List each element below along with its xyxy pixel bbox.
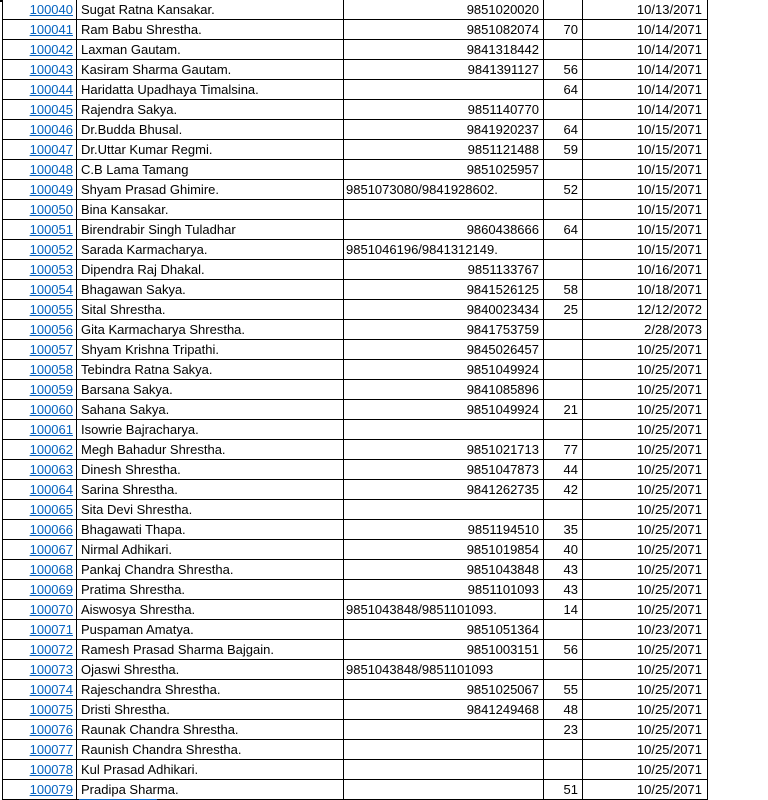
- id-cell: [3, 300, 77, 319]
- table-row: [3, 140, 708, 160]
- age-cell[interactable]: [544, 0, 583, 19]
- phone-cell[interactable]: 9851101093: [344, 580, 544, 599]
- date-cell[interactable]: 10/13/2071: [583, 0, 708, 19]
- age-cell[interactable]: 70: [544, 20, 583, 39]
- date-cell[interactable]: 10/25/2071: [583, 340, 708, 359]
- record-id-link[interactable]: 100072: [29, 642, 73, 657]
- id-cell: [3, 200, 77, 219]
- record-id-link[interactable]: 100077: [29, 742, 73, 757]
- table-row: [3, 40, 708, 60]
- phone-cell[interactable]: 9851073080/9841928602.: [344, 180, 544, 199]
- date-cell[interactable]: 10/25/2071: [583, 540, 708, 559]
- id-cell: [3, 580, 77, 599]
- name-cell[interactable]: Sarada Karmacharya.: [77, 240, 344, 259]
- table-row: [3, 220, 708, 240]
- phone-cell[interactable]: [344, 760, 544, 779]
- phone-cell[interactable]: 9841262735: [344, 480, 544, 499]
- table-row: [3, 440, 708, 460]
- name-cell[interactable]: Pankaj Chandra Shrestha.: [77, 560, 344, 579]
- age-cell[interactable]: 25: [544, 300, 583, 319]
- table-row: [3, 80, 708, 100]
- record-id-link[interactable]: 100049: [29, 182, 73, 197]
- age-cell[interactable]: 64: [544, 80, 583, 99]
- date-cell[interactable]: 10/15/2071: [583, 140, 708, 159]
- record-id-link[interactable]: 100069: [29, 582, 73, 597]
- phone-cell[interactable]: 9851194510: [344, 520, 544, 539]
- record-id-link[interactable]: 100078: [29, 762, 73, 777]
- date-cell[interactable]: 10/25/2071: [583, 400, 708, 419]
- date-cell[interactable]: 10/25/2071: [583, 640, 708, 659]
- phone-cell[interactable]: 9851025067: [344, 680, 544, 699]
- id-cell: [3, 640, 77, 659]
- table-row: [3, 0, 708, 20]
- id-cell: [3, 680, 77, 699]
- age-cell[interactable]: 48: [544, 700, 583, 719]
- age-cell[interactable]: [544, 40, 583, 59]
- id-cell: [3, 480, 77, 499]
- id-cell: [3, 780, 77, 799]
- record-id-link[interactable]: 100060: [29, 402, 73, 417]
- age-cell[interactable]: 56: [544, 640, 583, 659]
- record-id-link[interactable]: 100042: [29, 42, 73, 57]
- id-cell: [3, 60, 77, 79]
- age-cell[interactable]: [544, 740, 583, 759]
- name-cell[interactable]: Bhagawan Sakya.: [77, 280, 344, 299]
- phone-cell[interactable]: 9841391127: [344, 60, 544, 79]
- age-cell[interactable]: 40: [544, 540, 583, 559]
- record-id-link[interactable]: 100067: [29, 542, 73, 557]
- age-cell[interactable]: [544, 320, 583, 339]
- id-cell: [3, 360, 77, 379]
- age-cell[interactable]: 55: [544, 680, 583, 699]
- age-cell[interactable]: 35: [544, 520, 583, 539]
- date-cell[interactable]: 10/15/2071: [583, 180, 708, 199]
- name-cell[interactable]: Dipendra Raj Dhakal.: [77, 260, 344, 279]
- phone-cell[interactable]: 9851020020: [344, 0, 544, 19]
- id-cell: [3, 460, 77, 479]
- id-cell: [3, 520, 77, 539]
- name-cell[interactable]: Nirmal Adhikari.: [77, 540, 344, 559]
- record-id-link[interactable]: 100050: [29, 202, 73, 217]
- phone-cell[interactable]: 9851043848/9851101093: [344, 660, 544, 679]
- table-row: [3, 100, 708, 120]
- table-row: [3, 420, 708, 440]
- date-cell[interactable]: 10/25/2071: [583, 780, 708, 799]
- name-cell[interactable]: Ramesh Prasad Sharma Bajgain.: [77, 640, 344, 659]
- record-id-link[interactable]: 100043: [29, 62, 73, 77]
- table-row: [3, 360, 708, 380]
- phone-cell[interactable]: 9851019854: [344, 540, 544, 559]
- record-id-link[interactable]: 100058: [29, 362, 73, 377]
- records-table: [2, 0, 708, 800]
- record-id-link[interactable]: 100075: [29, 702, 73, 717]
- phone-cell[interactable]: [344, 200, 544, 219]
- id-cell: [3, 120, 77, 139]
- phone-cell[interactable]: 9851021713: [344, 440, 544, 459]
- table-row: [3, 780, 708, 800]
- date-cell[interactable]: 10/25/2071: [583, 360, 708, 379]
- date-cell[interactable]: 10/15/2071: [583, 220, 708, 239]
- record-id-link[interactable]: 100071: [29, 622, 73, 637]
- id-cell: [3, 0, 77, 19]
- id-cell: [3, 80, 77, 99]
- phone-cell[interactable]: 9851121488: [344, 140, 544, 159]
- age-cell[interactable]: [544, 340, 583, 359]
- date-cell[interactable]: 10/25/2071: [583, 600, 708, 619]
- phone-cell[interactable]: [344, 80, 544, 99]
- record-id-link[interactable]: 100053: [29, 262, 73, 277]
- name-cell[interactable]: Gita Karmacharya Shrestha.: [77, 320, 344, 339]
- name-cell[interactable]: Ojaswi Shrestha.: [77, 660, 344, 679]
- age-cell[interactable]: [544, 500, 583, 519]
- name-cell[interactable]: Isowrie Bajracharya.: [77, 420, 344, 439]
- table-row: [3, 640, 708, 660]
- id-cell: [3, 100, 77, 119]
- table-row: [3, 300, 708, 320]
- age-cell[interactable]: [544, 200, 583, 219]
- phone-cell[interactable]: 9851082074: [344, 20, 544, 39]
- table-row: [3, 760, 708, 780]
- date-cell[interactable]: 10/25/2071: [583, 740, 708, 759]
- name-cell[interactable]: Sugat Ratna Kansakar.: [77, 0, 344, 19]
- phone-cell[interactable]: [344, 720, 544, 739]
- date-cell[interactable]: 10/15/2071: [583, 200, 708, 219]
- age-cell[interactable]: [544, 360, 583, 379]
- record-id-link[interactable]: 100054: [29, 282, 73, 297]
- id-cell: [3, 220, 77, 239]
- age-cell[interactable]: [544, 760, 583, 779]
- name-cell[interactable]: Laxman Gautam.: [77, 40, 344, 59]
- name-cell[interactable]: Sarina Shrestha.: [77, 480, 344, 499]
- name-cell[interactable]: Puspaman Amatya.: [77, 620, 344, 639]
- record-id-link[interactable]: 100059: [29, 382, 73, 397]
- table-row: [3, 480, 708, 500]
- table-row: [3, 240, 708, 260]
- phone-cell[interactable]: 9845026457: [344, 340, 544, 359]
- name-cell[interactable]: Aiswosya Shrestha.: [77, 600, 344, 619]
- id-cell: [3, 420, 77, 439]
- name-cell[interactable]: Pratima Shrestha.: [77, 580, 344, 599]
- table-row: [3, 580, 708, 600]
- name-cell[interactable]: Dinesh Shrestha.: [77, 460, 344, 479]
- age-cell[interactable]: 59: [544, 140, 583, 159]
- date-cell[interactable]: 10/15/2071: [583, 240, 708, 259]
- table-row: [3, 200, 708, 220]
- date-cell[interactable]: 10/14/2071: [583, 100, 708, 119]
- date-cell[interactable]: 10/25/2071: [583, 420, 708, 439]
- id-cell: [3, 500, 77, 519]
- date-cell[interactable]: 10/25/2071: [583, 500, 708, 519]
- record-id-link[interactable]: 100045: [29, 102, 73, 117]
- age-cell[interactable]: 64: [544, 220, 583, 239]
- record-id-link[interactable]: 100065: [29, 502, 73, 517]
- name-cell[interactable]: Rajendra Sakya.: [77, 100, 344, 119]
- id-cell: [3, 20, 77, 39]
- date-cell[interactable]: 10/25/2071: [583, 700, 708, 719]
- age-cell[interactable]: 21: [544, 400, 583, 419]
- id-cell: [3, 620, 77, 639]
- age-cell[interactable]: [544, 420, 583, 439]
- table-row: [3, 620, 708, 640]
- date-cell[interactable]: 10/16/2071: [583, 260, 708, 279]
- name-cell[interactable]: Pradipa Sharma.: [77, 780, 344, 799]
- id-cell: [3, 600, 77, 619]
- record-id-link[interactable]: 100066: [29, 522, 73, 537]
- age-cell[interactable]: 43: [544, 580, 583, 599]
- id-cell: [3, 40, 77, 59]
- id-cell: [3, 700, 77, 719]
- name-cell[interactable]: Birendrabir Singh Tuladhar: [77, 220, 344, 239]
- table-row: [3, 700, 708, 720]
- phone-cell[interactable]: [344, 780, 544, 799]
- date-cell[interactable]: 10/25/2071: [583, 520, 708, 539]
- record-id-link[interactable]: 100044: [29, 82, 73, 97]
- table-row: [3, 520, 708, 540]
- record-id-link[interactable]: 100079: [29, 782, 73, 797]
- name-cell[interactable]: Bhagawati Thapa.: [77, 520, 344, 539]
- phone-cell[interactable]: 9851049924: [344, 400, 544, 419]
- record-id-link[interactable]: 100070: [29, 602, 73, 617]
- id-cell: [3, 660, 77, 679]
- name-cell[interactable]: Rajeschandra Shrestha.: [77, 680, 344, 699]
- table-row: [3, 460, 708, 480]
- phone-cell[interactable]: 9840023434: [344, 300, 544, 319]
- id-cell: [3, 720, 77, 739]
- record-id-link[interactable]: 100074: [29, 682, 73, 697]
- name-cell[interactable]: Raunak Chandra Shrestha.: [77, 720, 344, 739]
- phone-cell[interactable]: 9851046196/9841312149.: [344, 240, 544, 259]
- age-cell[interactable]: [544, 660, 583, 679]
- name-cell[interactable]: Shyam Prasad Ghimire.: [77, 180, 344, 199]
- age-cell[interactable]: 51: [544, 780, 583, 799]
- record-id-link[interactable]: 100068: [29, 562, 73, 577]
- phone-cell[interactable]: 9851043848/9851101093.: [344, 600, 544, 619]
- table-row: [3, 180, 708, 200]
- age-cell[interactable]: 64: [544, 120, 583, 139]
- age-cell[interactable]: 14: [544, 600, 583, 619]
- id-cell: [3, 540, 77, 559]
- phone-cell[interactable]: 9841318442: [344, 40, 544, 59]
- name-cell[interactable]: Shyam Krishna Tripathi.: [77, 340, 344, 359]
- date-cell[interactable]: 10/25/2071: [583, 440, 708, 459]
- date-cell[interactable]: 10/25/2071: [583, 460, 708, 479]
- record-id-link[interactable]: 100041: [29, 22, 73, 37]
- age-cell[interactable]: [544, 100, 583, 119]
- age-cell[interactable]: 52: [544, 180, 583, 199]
- id-cell: [3, 240, 77, 259]
- phone-cell[interactable]: [344, 420, 544, 439]
- id-cell: [3, 380, 77, 399]
- table-row: [3, 540, 708, 560]
- date-cell[interactable]: 10/25/2071: [583, 760, 708, 779]
- date-cell[interactable]: 10/25/2071: [583, 660, 708, 679]
- table-row: [3, 60, 708, 80]
- phone-cell[interactable]: 9851043848: [344, 560, 544, 579]
- age-cell[interactable]: 23: [544, 720, 583, 739]
- phone-cell[interactable]: 9851047873: [344, 460, 544, 479]
- date-cell[interactable]: 10/25/2071: [583, 480, 708, 499]
- id-cell: [3, 260, 77, 279]
- name-cell[interactable]: Ram Babu Shrestha.: [77, 20, 344, 39]
- phone-cell[interactable]: 9841526125: [344, 280, 544, 299]
- record-id-link[interactable]: 100056: [29, 322, 73, 337]
- name-cell[interactable]: C.B Lama Tamang: [77, 160, 344, 179]
- name-cell[interactable]: Megh Bahadur Shrestha.: [77, 440, 344, 459]
- phone-cell[interactable]: 9851049924: [344, 360, 544, 379]
- name-cell[interactable]: Sahana Sakya.: [77, 400, 344, 419]
- date-cell[interactable]: 10/25/2071: [583, 680, 708, 699]
- table-row: [3, 280, 708, 300]
- age-cell[interactable]: 43: [544, 560, 583, 579]
- table-row: [3, 400, 708, 420]
- id-cell: [3, 180, 77, 199]
- table-row: [3, 680, 708, 700]
- id-cell: [3, 560, 77, 579]
- date-cell[interactable]: 2/28/2073: [583, 320, 708, 339]
- phone-cell[interactable]: 9851003151: [344, 640, 544, 659]
- date-cell[interactable]: 10/18/2071: [583, 280, 708, 299]
- table-row: [3, 660, 708, 680]
- age-cell[interactable]: 42: [544, 480, 583, 499]
- phone-cell[interactable]: 9841753759: [344, 320, 544, 339]
- name-cell[interactable]: Kul Prasad Adhikari.: [77, 760, 344, 779]
- id-cell: [3, 400, 77, 419]
- table-row: [3, 20, 708, 40]
- id-cell: [3, 740, 77, 759]
- id-cell: [3, 160, 77, 179]
- table-row: [3, 740, 708, 760]
- record-id-link[interactable]: 100064: [29, 482, 73, 497]
- date-cell[interactable]: 10/25/2071: [583, 560, 708, 579]
- age-cell[interactable]: [544, 620, 583, 639]
- name-cell[interactable]: Tebindra Ratna Sakya.: [77, 360, 344, 379]
- name-cell[interactable]: Haridatta Upadhaya Timalsina.: [77, 80, 344, 99]
- id-cell: [3, 340, 77, 359]
- age-cell[interactable]: [544, 260, 583, 279]
- table-row: [3, 340, 708, 360]
- date-cell[interactable]: 10/15/2071: [583, 160, 708, 179]
- record-id-link[interactable]: 100073: [29, 662, 73, 677]
- record-id-link[interactable]: 100061: [29, 422, 73, 437]
- name-cell[interactable]: Dristi Shrestha.: [77, 700, 344, 719]
- phone-cell[interactable]: 9860438666: [344, 220, 544, 239]
- date-cell[interactable]: 10/23/2071: [583, 620, 708, 639]
- date-cell[interactable]: 10/14/2071: [583, 20, 708, 39]
- table-row: [3, 560, 708, 580]
- name-cell[interactable]: Dr.Budda Bhusal.: [77, 120, 344, 139]
- phone-cell[interactable]: 9841249468: [344, 700, 544, 719]
- table-row: [3, 160, 708, 180]
- age-cell[interactable]: [544, 240, 583, 259]
- record-id-link[interactable]: 100076: [29, 722, 73, 737]
- phone-cell[interactable]: 9851140770: [344, 100, 544, 119]
- phone-cell[interactable]: [344, 500, 544, 519]
- table-row: [3, 600, 708, 620]
- table-row: [3, 260, 708, 280]
- age-cell[interactable]: 58: [544, 280, 583, 299]
- table-row: [3, 380, 708, 400]
- date-cell[interactable]: 10/25/2071: [583, 380, 708, 399]
- name-cell[interactable]: Kasiram Sharma Gautam.: [77, 60, 344, 79]
- name-cell[interactable]: Dr.Uttar Kumar Regmi.: [77, 140, 344, 159]
- age-cell[interactable]: 44: [544, 460, 583, 479]
- phone-cell[interactable]: 9841085896: [344, 380, 544, 399]
- phone-cell[interactable]: 9841920237: [344, 120, 544, 139]
- record-id-link[interactable]: 100040: [29, 2, 73, 17]
- record-id-link[interactable]: 100063: [29, 462, 73, 477]
- table-row: [3, 320, 708, 340]
- record-id-link[interactable]: 100055: [29, 302, 73, 317]
- name-cell[interactable]: Bina Kansakar.: [77, 200, 344, 219]
- age-cell[interactable]: [544, 380, 583, 399]
- record-id-link[interactable]: 100046: [29, 122, 73, 137]
- record-id-link[interactable]: 100052: [29, 242, 73, 257]
- age-cell[interactable]: 56: [544, 60, 583, 79]
- date-cell[interactable]: 12/12/2072: [583, 300, 708, 319]
- id-cell: [3, 440, 77, 459]
- name-cell[interactable]: Barsana Sakya.: [77, 380, 344, 399]
- name-cell[interactable]: Sita Devi Shrestha.: [77, 500, 344, 519]
- record-id-link[interactable]: 100057: [29, 342, 73, 357]
- record-id-link[interactable]: 100048: [29, 162, 73, 177]
- age-cell[interactable]: 77: [544, 440, 583, 459]
- phone-cell[interactable]: [344, 740, 544, 759]
- record-id-link[interactable]: 100047: [29, 142, 73, 157]
- record-id-link[interactable]: 100051: [29, 222, 73, 237]
- id-cell: [3, 140, 77, 159]
- table-row: [3, 120, 708, 140]
- date-cell[interactable]: 10/25/2071: [583, 580, 708, 599]
- date-cell[interactable]: 10/25/2071: [583, 720, 708, 739]
- name-cell[interactable]: Sital Shrestha.: [77, 300, 344, 319]
- date-cell[interactable]: 10/14/2071: [583, 80, 708, 99]
- phone-cell[interactable]: 9851051364: [344, 620, 544, 639]
- id-cell: [3, 320, 77, 339]
- id-cell: [3, 760, 77, 779]
- age-cell[interactable]: [544, 160, 583, 179]
- date-cell[interactable]: 10/14/2071: [583, 60, 708, 79]
- table-row: [3, 500, 708, 520]
- table-row: [3, 720, 708, 740]
- id-cell: [3, 280, 77, 299]
- date-cell[interactable]: 10/14/2071: [583, 40, 708, 59]
- name-cell[interactable]: Raunish Chandra Shrestha.: [77, 740, 344, 759]
- phone-cell[interactable]: 9851133767: [344, 260, 544, 279]
- record-id-link[interactable]: 100062: [29, 442, 73, 457]
- phone-cell[interactable]: 9851025957: [344, 160, 544, 179]
- date-cell[interactable]: 10/15/2071: [583, 120, 708, 139]
